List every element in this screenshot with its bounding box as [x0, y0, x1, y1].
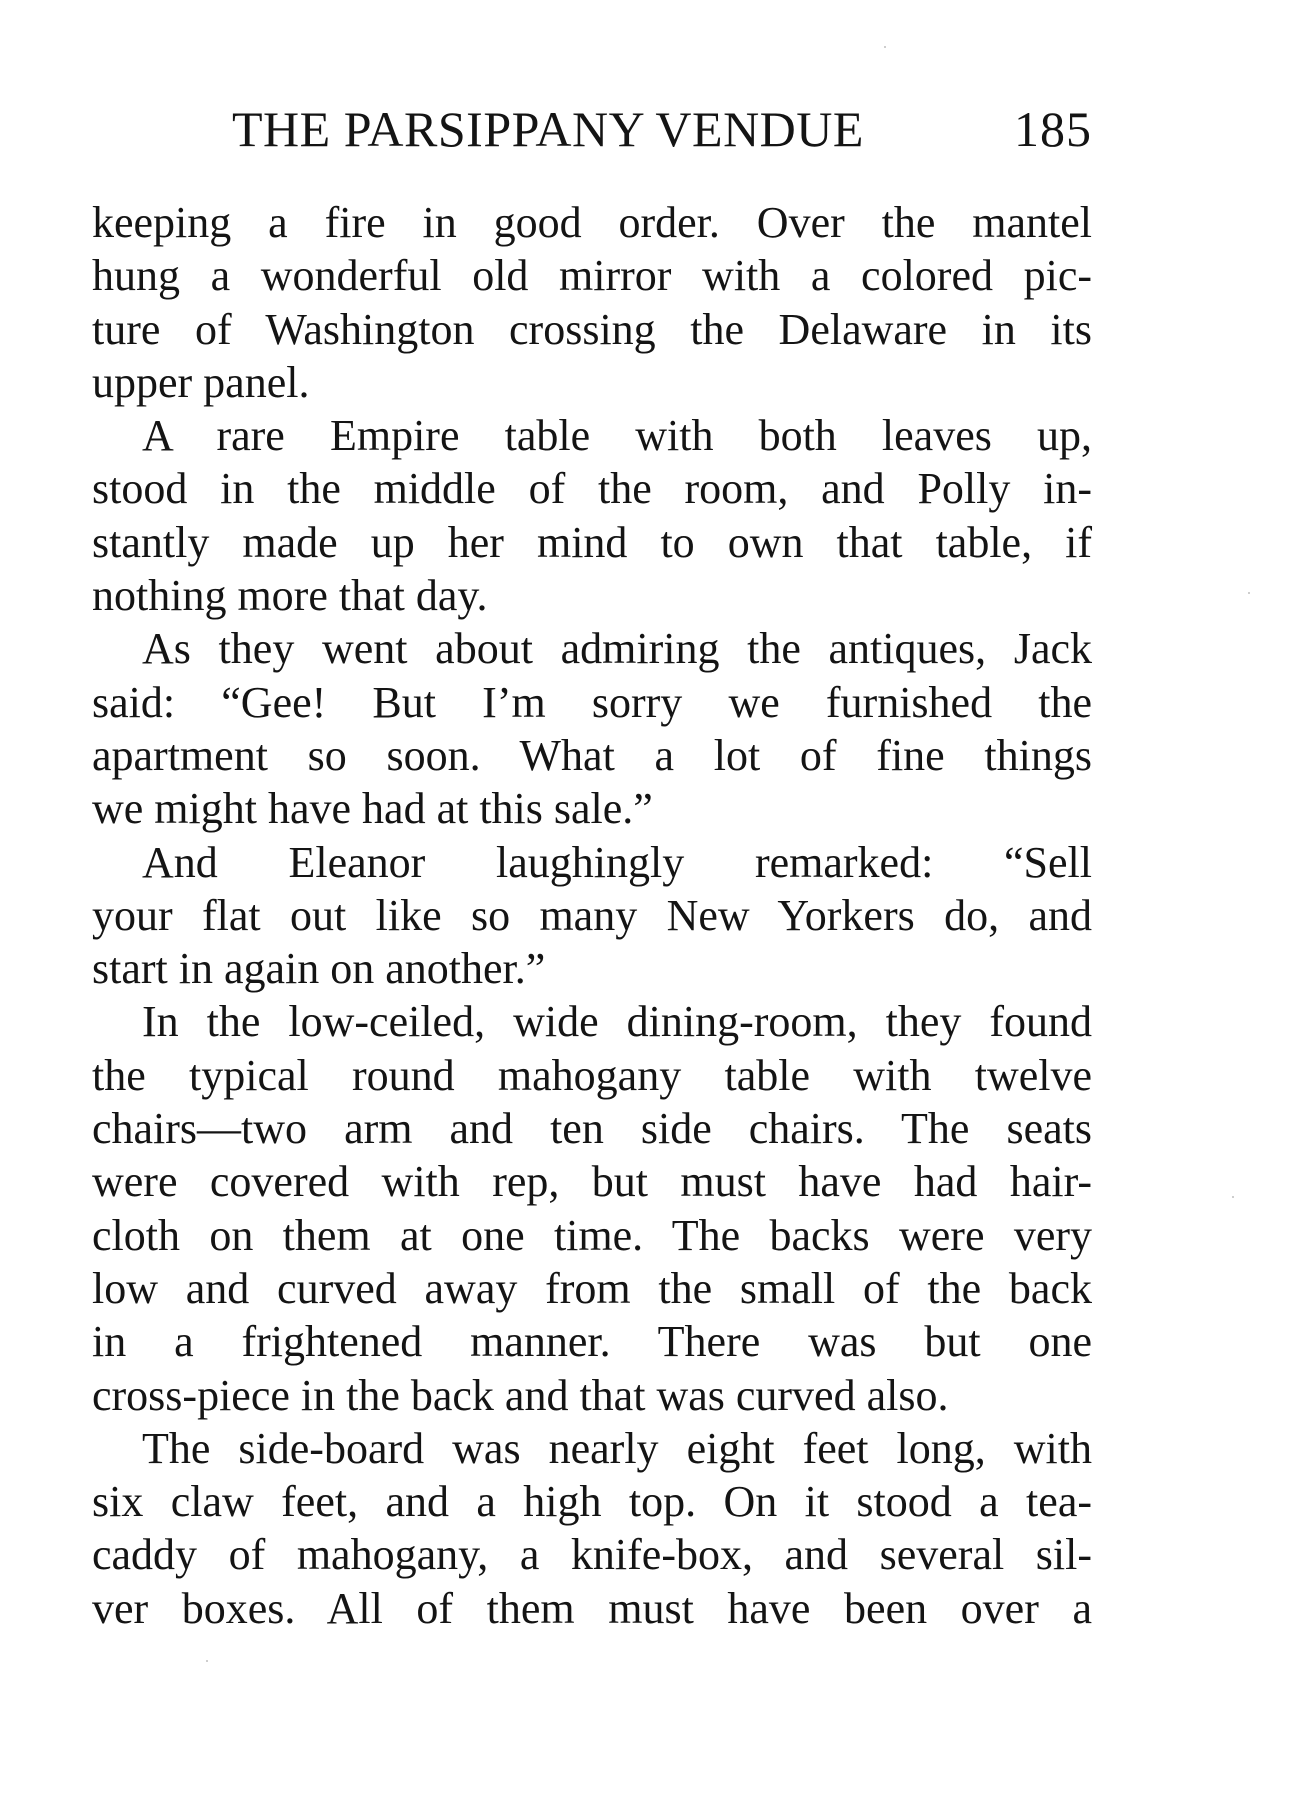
text-line: nothing more that day.	[92, 571, 488, 621]
text-line: the typical round mahogany table with twelve	[92, 1050, 1092, 1100]
text-line: cross-piece in the back and that was curved also.	[92, 1370, 949, 1420]
text-line: As they went about admiring the antiques, Jack	[142, 624, 1092, 674]
text-line: said: “Gee! But I’m sorry we furnished the	[92, 677, 1092, 727]
text-line: in a frightened manner. There was but one	[92, 1317, 1092, 1367]
text-line: stantly made up her mind to own that table, if	[92, 517, 1092, 567]
text-line: low and curved away from the small of the back	[92, 1263, 1092, 1313]
text-line: A rare Empire table with both leaves up,	[142, 411, 1092, 461]
text-line: And Eleanor laughingly remarked: “Sell	[142, 837, 1092, 887]
text-line: upper panel.	[92, 357, 310, 407]
text-line: chairs—two arm and ten side chairs. The seats	[92, 1104, 1092, 1154]
text-line: In the low-ceiled, wide dining-room, they found	[142, 997, 1092, 1047]
paper-speck	[1232, 1196, 1234, 1198]
running-head	[232, 96, 1092, 162]
text-line: ture of Washington crossing the Delaware in its	[92, 304, 1092, 354]
text-line: caddy of mahogany, a knife-box, and several sil-	[92, 1530, 1092, 1580]
paper-speck	[884, 46, 886, 48]
text-line: keeping a fire in good order. Over the mantel	[92, 198, 1092, 247]
text-line: hung a wonderful old mirror with a colored pic-	[92, 251, 1092, 301]
page-number: 185	[1014, 101, 1092, 157]
paper-speck	[1248, 592, 1250, 594]
body-text	[92, 196, 1092, 1635]
text-line: six claw feet, and a high top. On it stood a tea-	[92, 1477, 1092, 1527]
text-line: start in again on another.”	[92, 944, 546, 994]
text-line: we might have had at this sale.”	[92, 784, 653, 834]
text-line: apartment so soon. What a lot of fine things	[92, 730, 1092, 780]
running-title: THE PARSIPPANY VENDUE	[232, 101, 864, 157]
text-line: stood in the middle of the room, and Polly in-	[92, 464, 1092, 514]
text-line: were covered with rep, but must have had hair-	[92, 1157, 1092, 1207]
text-line: your flat out like so many New Yorkers do, and	[92, 890, 1092, 940]
text-line: The side-board was nearly eight feet long, with	[142, 1423, 1092, 1473]
paper-speck	[206, 1660, 208, 1662]
text-line: cloth on them at one time. The backs were very	[92, 1210, 1092, 1260]
text-line: ver boxes. All of them must have been over a	[92, 1583, 1092, 1633]
